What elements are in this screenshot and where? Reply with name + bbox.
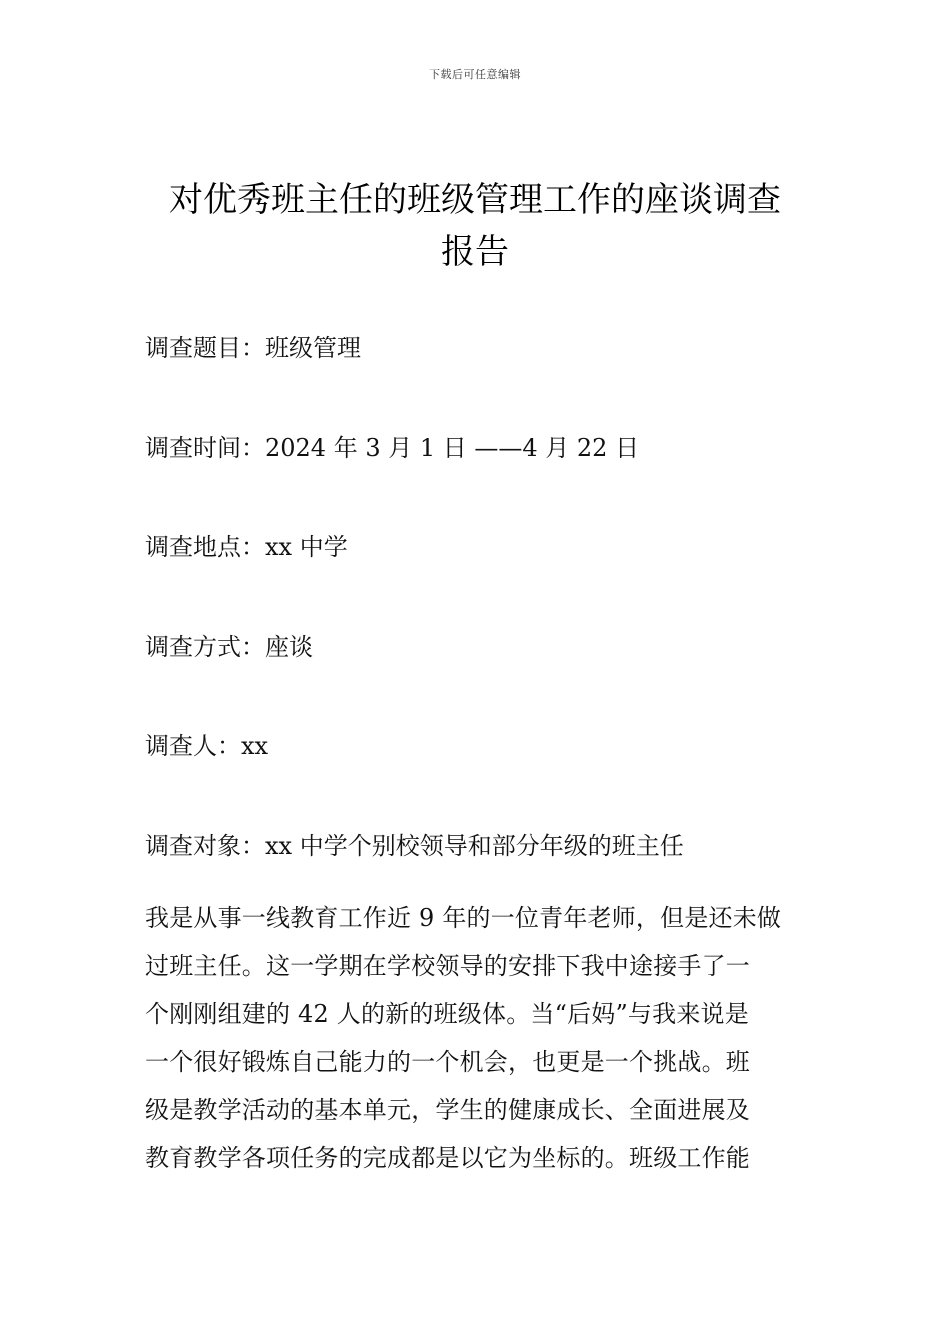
survey-topic: 调查题目：班级管理 bbox=[145, 334, 361, 362]
survey-meta-list bbox=[145, 324, 810, 921]
survey-method: 调查方式：座谈 bbox=[145, 632, 313, 661]
survey-time: 调查时间：2024 年 3 月 1 日 ——4 月 22 日 bbox=[145, 433, 640, 462]
body-line-5: 级是教学活动的基本单元，学生的健康成长、全面进展及 bbox=[145, 1096, 750, 1124]
document-title bbox=[145, 174, 805, 278]
page-header-note: 下载后可任意编辑 bbox=[429, 68, 521, 81]
body-line-2: 过班主任。这一学期在学校领导的安排下我中途接手了一 bbox=[145, 952, 750, 980]
survey-person: 调查人：xx bbox=[145, 732, 269, 760]
document-title-line-1: 对优秀班主任的班级管理工作的座谈调查 bbox=[169, 180, 781, 220]
body-line-4: 一个很好锻炼自己能力的一个机会，也更是一个挑战。班 bbox=[145, 1048, 750, 1076]
body-line-6: 教育教学各项任务的完成都是以它为坐标的。班级工作能 bbox=[145, 1144, 750, 1172]
survey-subjects: 调查对象：xx 中学个别校领导和部分年级的班主任 bbox=[145, 831, 684, 860]
body-line-1: 我是从事一线教育工作近 9 年的一位青年老师，但是还未做 bbox=[145, 904, 782, 932]
survey-location: 调查地点：xx 中学 bbox=[145, 533, 348, 561]
document-title-line-2: 报告 bbox=[441, 232, 509, 272]
body-paragraph bbox=[145, 894, 810, 1182]
body-line-3: 个刚刚组建的 42 人的新的班级体。当“后妈”与我来说是 bbox=[145, 1000, 749, 1028]
